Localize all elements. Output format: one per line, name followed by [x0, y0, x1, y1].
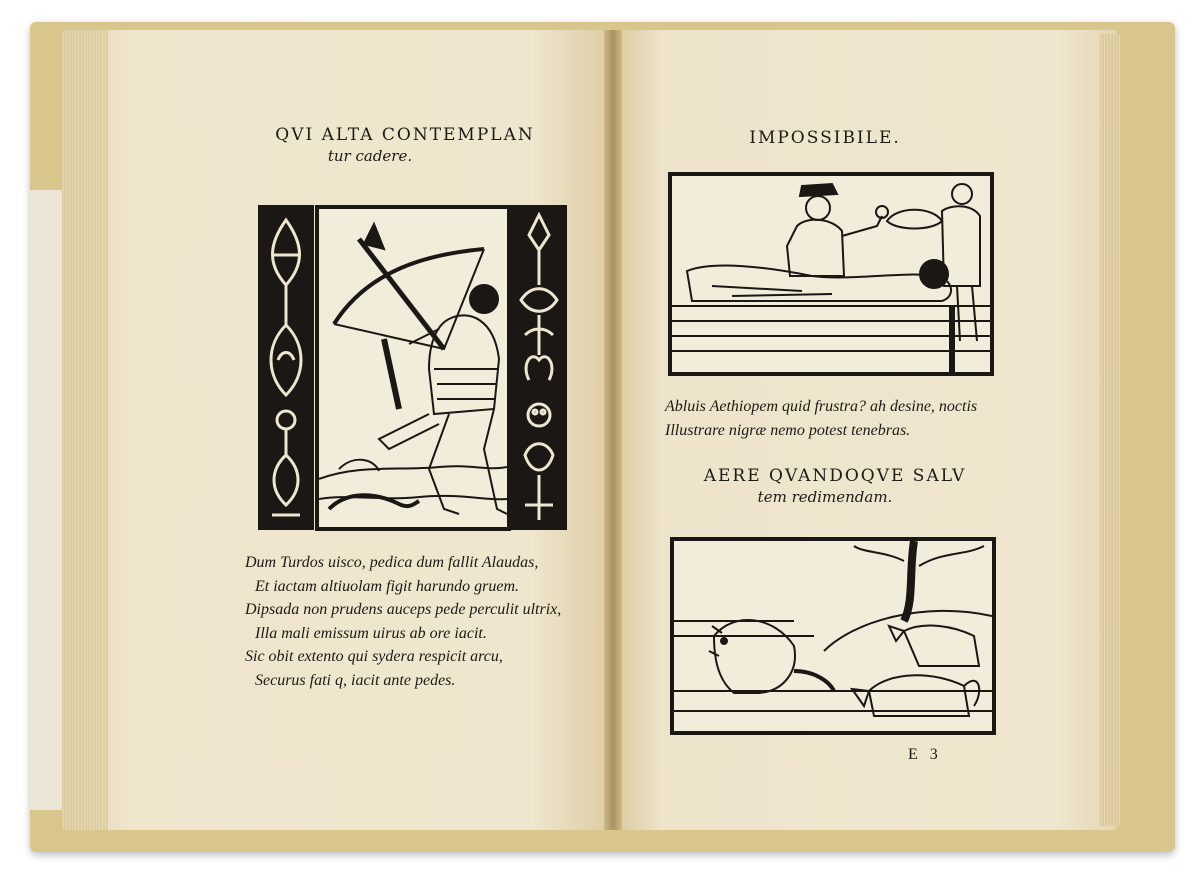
- right-heading-2-line1: AERE QVANDOQVE SALV: [703, 466, 967, 486]
- right-heading-1: [710, 128, 940, 148]
- left-verse-line-1: Dum Turdos uisco, pedica dum fallit Alaudas,: [245, 554, 539, 571]
- left-verse: [245, 551, 605, 692]
- left-verse-line-2: Et iactam altiuolam figit harundo gruem.: [255, 577, 519, 595]
- left-ornament-panel: [258, 205, 314, 530]
- crossbowman-woodcut: [315, 205, 511, 531]
- left-verse-line-5: Sic obit extento qui sydera respicit arcu,: [245, 648, 503, 665]
- beaver-and-hounds-woodcut: [670, 537, 996, 735]
- page-number: E 3: [908, 746, 942, 763]
- right-verse: [665, 395, 995, 442]
- right-ornament-panel: [511, 205, 567, 530]
- left-heading-line2: tur cadere.: [327, 147, 413, 165]
- left-verse-line-3: Dipsada non prudens auceps pede perculit ultrix,: [245, 601, 562, 618]
- left-heading: [240, 125, 570, 165]
- left-verse-line-6: Securus fati q, iacit ante pedes.: [255, 671, 456, 689]
- left-page-edges: [62, 30, 108, 830]
- washing-ethiopian-woodcut: [668, 172, 994, 376]
- right-heading-1-text: IMPOSSIBILE.: [749, 128, 901, 148]
- left-heading-line1: QVI ALTA CONTEMPLAN: [275, 125, 535, 145]
- book-gutter: [604, 30, 622, 830]
- left-verse-line-4: Illa mali emissum uirus ab ore iacit.: [255, 624, 487, 642]
- right-verse-line-1: Abluis Aethiopem quid frustra? ah desine, noctis: [665, 398, 978, 415]
- right-heading-2-line2: tem redimendam.: [757, 488, 893, 506]
- right-verse-line-2: Illustrare nigræ nemo potest tenebras.: [665, 421, 911, 439]
- right-page-edges: [1100, 34, 1120, 826]
- right-heading-2: [670, 466, 1000, 506]
